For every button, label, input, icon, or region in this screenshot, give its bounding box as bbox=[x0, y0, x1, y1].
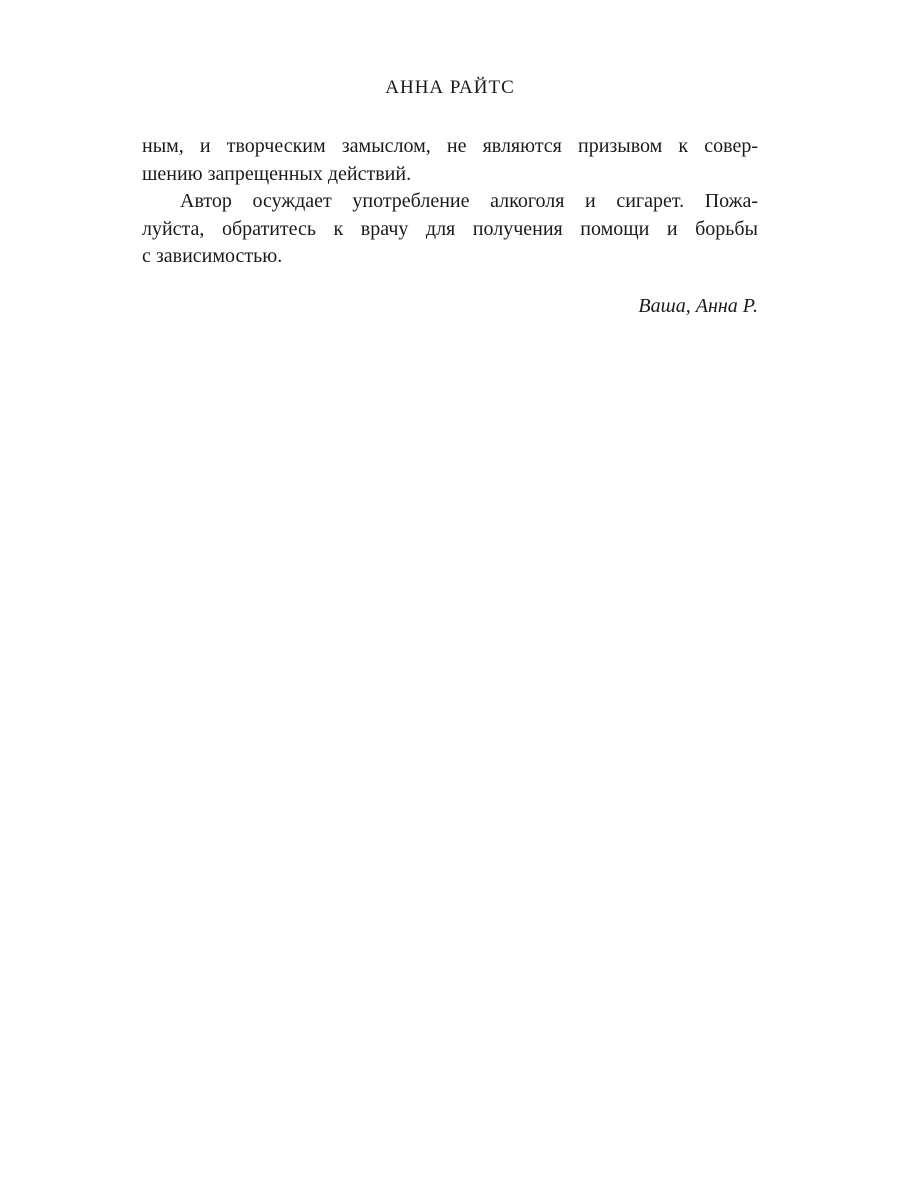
text-line: с зависимостью. bbox=[142, 245, 283, 267]
text-line: луйста, обратитесь к врачу для получения помощи и борьбы bbox=[142, 217, 758, 240]
text-line: ным, и творческим замыслом, не являются призывом к совер- bbox=[142, 135, 758, 157]
body-text bbox=[142, 133, 758, 271]
running-head-author: АННА РАЙТС bbox=[385, 77, 515, 98]
signature: Ваша, Анна Р. bbox=[638, 295, 758, 317]
text-line: шению запрещенных действий. bbox=[142, 162, 412, 185]
text-line-paragraph-start: Автор осуждает употребление алкоголя и сигарет. Пожа- bbox=[180, 190, 758, 212]
